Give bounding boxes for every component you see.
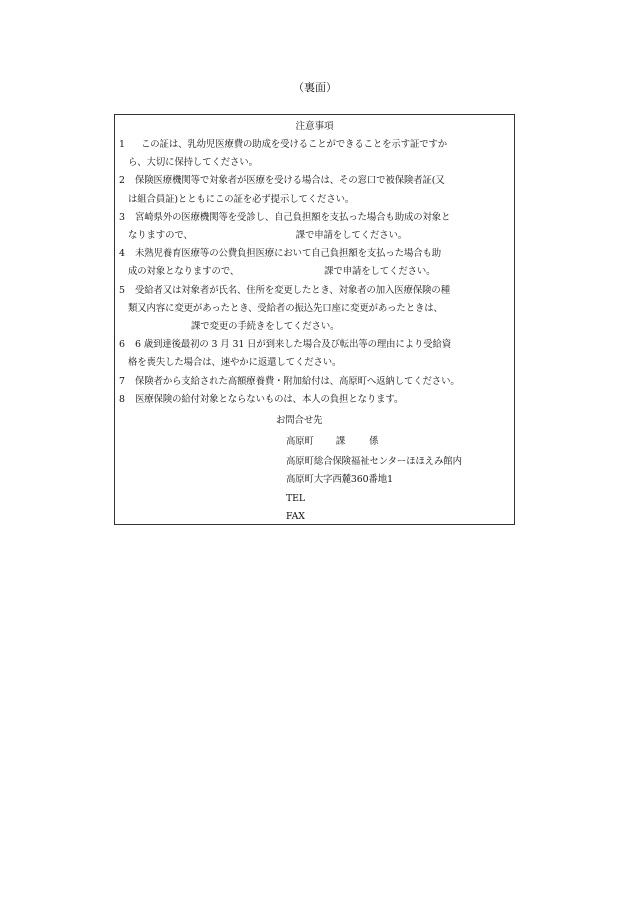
notice-box [114, 114, 515, 525]
item-line: 医療保険の給付対象とならないものは、本人の負担となります。 [135, 393, 404, 405]
item-number: 2 [119, 175, 125, 187]
item-line: ら、大切に保持してください。 [128, 157, 258, 169]
notice-item-7 [119, 373, 512, 391]
item-number: 3 [119, 211, 125, 223]
item-number: 1 [119, 139, 125, 150]
page-heading: （裏面） [293, 81, 337, 94]
contact-title: お問合せ先 [276, 415, 323, 426]
notice-item-2 [119, 172, 512, 208]
notice-item-6 [119, 336, 512, 372]
notice-item-5 [119, 282, 512, 337]
item-line-with-blank [128, 227, 512, 245]
notice-list [119, 136, 512, 409]
notice-title: 注意事項 [295, 121, 334, 132]
item-number: 7 [119, 375, 125, 387]
contact-section-suffix: 係 [369, 436, 379, 447]
notice-item-1 [119, 136, 512, 172]
contact-location: 高原町総合保険福祉センターほほえみ館内 [286, 456, 462, 467]
notice-item-8 [119, 391, 512, 409]
item-number: 5 [119, 284, 125, 296]
contact-department [286, 434, 378, 449]
contact-fax-label: FAX [286, 511, 305, 522]
item-line: 類又内容に変更があったとき、受給者の振込先口座に変更があったときは、 [128, 302, 443, 314]
contact-tel-label: TEL [286, 493, 306, 504]
contact-dept-suffix: 課 [335, 436, 346, 447]
item-line: 宮崎県外の医療機関等を受診し、自己負担額を支払った場合も助成の対象と [135, 211, 451, 223]
item-line: 課で変更の手続きをしてください。 [191, 321, 340, 333]
contact-address: 高原町大字西麓360番地1 [286, 474, 393, 485]
item-line: 未熟児養育医療等の公費負担医療において自己負担額を支払った場合も助 [135, 248, 442, 260]
item-number: 6 [119, 339, 125, 351]
item-line: 受給者又は対象者が氏名、住所を変更したとき、対象者の加入医療保険の種 [135, 284, 450, 296]
item-line: 6 歳到達後最初の 3 月 31 日が到来した場合及び転出等の理由により受給資 [135, 339, 452, 351]
item-number: 4 [119, 248, 125, 260]
item-line: 保険者から支給された高額療養費・附加給付は、高原町へ返納してください。 [135, 375, 460, 387]
item-line: は組合員証)とともにこの証を必ず提示してください。 [128, 193, 355, 205]
item-line-part: 課で申請をしてください。 [324, 266, 436, 278]
notice-item-4 [119, 245, 512, 281]
item-line-part: 課で申請をしてください。 [295, 230, 408, 242]
item-line: 格を喪失した場合は、速やかに返還してください。 [128, 357, 342, 369]
item-line-part: なりますので、 [128, 230, 193, 242]
item-line-with-blank [128, 263, 512, 281]
item-number: 8 [119, 393, 125, 405]
notice-item-3 [119, 209, 512, 245]
item-line: この証は、乳幼児医療費の助成を受けることができることを示す証ですか [141, 139, 448, 150]
contact-town: 高原町 [286, 436, 314, 447]
item-line-part: 成の対象となりますので、 [128, 266, 240, 278]
item-line: 保険医療機関等で対象者が医療を受ける場合は、その窓口で被保険者証(又 [135, 175, 445, 187]
